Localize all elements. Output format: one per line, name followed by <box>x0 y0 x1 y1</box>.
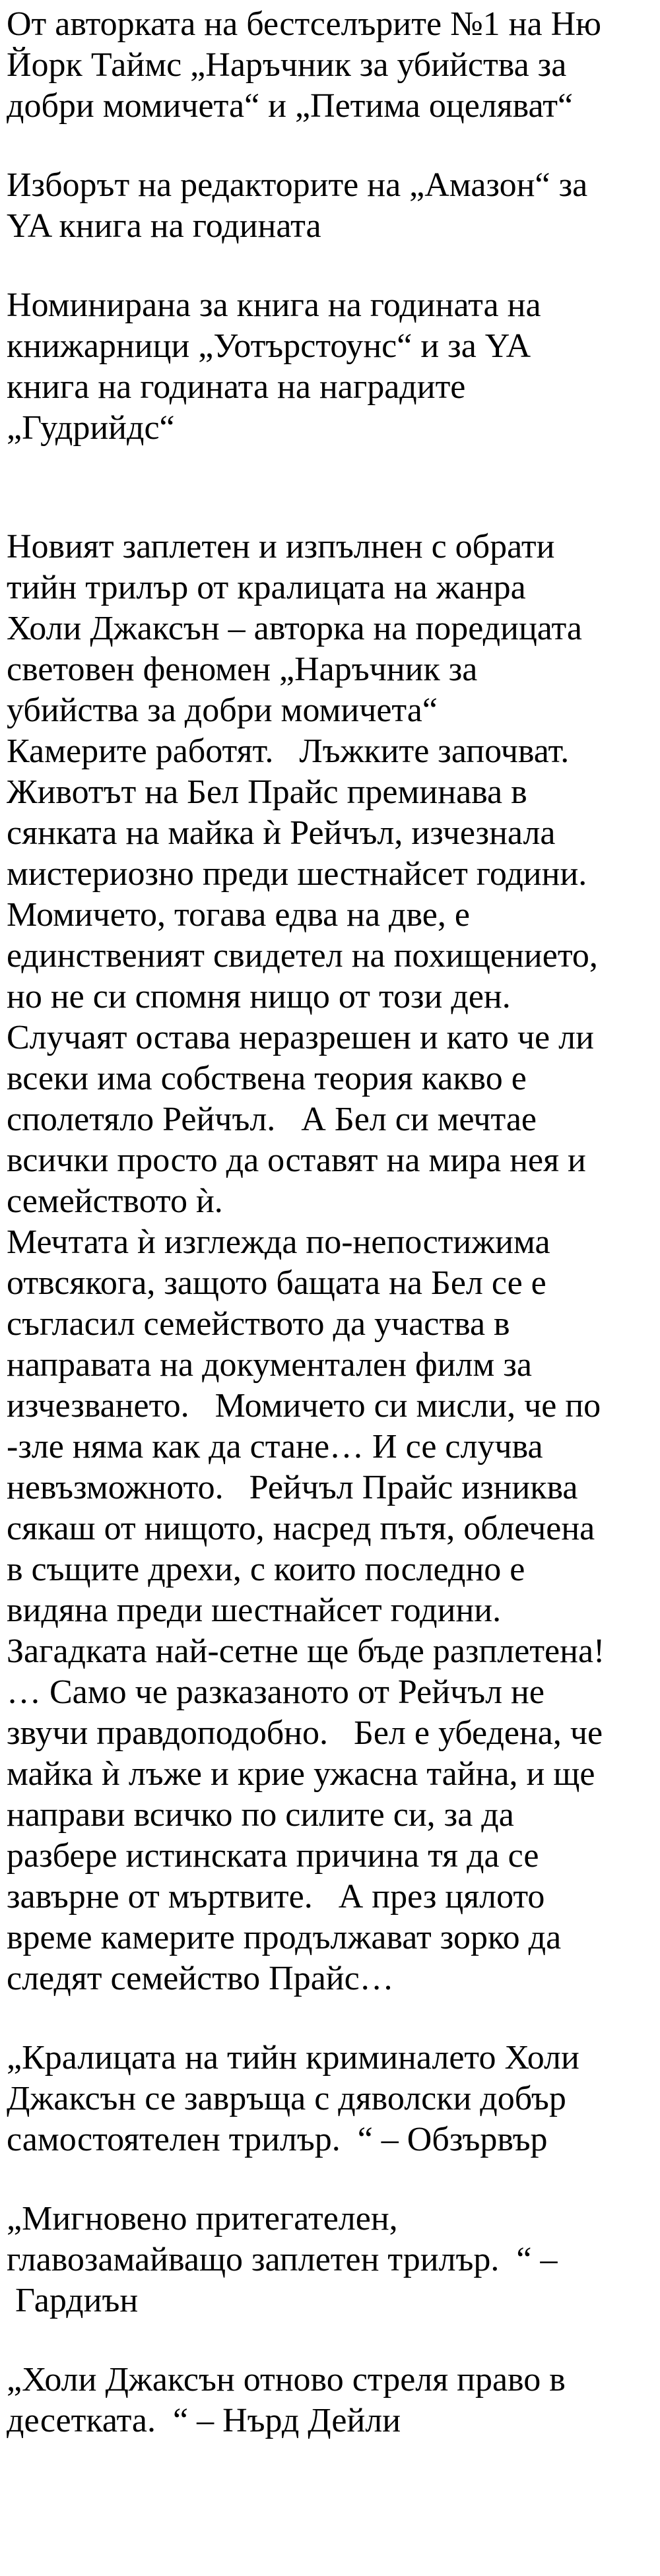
text-line: единственият свидетел на похищението, <box>7 937 598 975</box>
quote-line: „Кралицата на тийн криминалето Холи <box>7 2039 579 2077</box>
text-line: Момичето, тогава едва на две, е <box>7 896 470 934</box>
text-line: видяна преди шестнайсет години. <box>7 1592 502 1629</box>
text-line: завърне от мъртвите. А през цялото <box>7 1878 545 1916</box>
text-line: невъзможното. Рейчъл Прайс изниква <box>7 1469 578 1506</box>
text-line: в същите дрехи, с които последно е <box>7 1551 525 1588</box>
text-line: книжарници „Уотърстоунс“ и за YA <box>7 327 531 365</box>
quote-line: Джаксън се завръща с дяволски добър <box>7 2080 566 2117</box>
text-line: убийства за добри момичета“ <box>7 692 438 729</box>
text-line: майка ѝ лъже и крие ужасна тайна, и ще <box>7 1755 595 1793</box>
text-line: -зле няма как да стане… И се случва <box>7 1428 543 1465</box>
text-line: отвсякога, защото бащата на Бел се е <box>7 1264 546 1302</box>
text-line: семейството ѝ. <box>7 1182 223 1220</box>
text-line: Йорк Таймс „Наръчник за убийства за <box>7 46 567 84</box>
text-line: Камерите работят. Лъжките започват. <box>7 732 570 770</box>
text-line: тийн трилър от кралицата на жанра <box>7 569 526 606</box>
text-line: Изборът на редакторите на „Амазон“ за <box>7 166 588 204</box>
quote-line: самостоятелен трилър. “ – Обзървър <box>7 2121 548 2158</box>
text-line: разбере истинската причина тя да се <box>7 1837 539 1875</box>
text-line: Холи Джаксън – авторка на поредицата <box>7 610 582 647</box>
text-line: следят семейство Прайс… <box>7 1960 394 1997</box>
text-line: книга на годината на наградите <box>7 368 466 406</box>
text-line: всеки има собствена теория какво е <box>7 1060 527 1097</box>
quote-line: десетката. “ – Нърд Дейли <box>7 2402 401 2439</box>
quote-line: главозамайващо заплетен трилър. “ – <box>7 2241 558 2278</box>
quote-line: Гардиън <box>7 2282 139 2319</box>
text-line: време камерите продължават зорко да <box>7 1919 562 1956</box>
text-line: От авторката на бестселърите №1 на Ню <box>7 5 601 43</box>
quote-line: „Холи Джаксън отново стреля право в <box>7 2361 566 2399</box>
text-line: … Само че разказаното от Рейчъл не <box>7 1673 544 1711</box>
text-line: сянката на майка ѝ Рейчъл, изчезнала <box>7 814 556 852</box>
text-line: звучи правдоподобно. Бел е убедена, че <box>7 1714 603 1752</box>
text-line: сполетяло Рейчъл. А Бел си мечтае <box>7 1101 537 1138</box>
text-line: Случаят остава неразрешен и като че ли <box>7 1019 594 1056</box>
quote-line: „Мигновено притегателен, <box>7 2200 398 2238</box>
text-line: „Гудрийдс“ <box>7 409 175 447</box>
text-line: мистериозно преди шестнайсет години. <box>7 855 587 893</box>
text-line: Новият заплетен и изпълнен с обрати <box>7 528 555 565</box>
text-line: Животът на Бел Прайс преминава в <box>7 773 527 811</box>
text-line: Номинирана за книга на годината на <box>7 286 541 324</box>
text-line: направи всичко по силите си, за да <box>7 1796 514 1834</box>
text-line: световен феномен „Наръчник за <box>7 651 478 688</box>
text-line: добри момичета“ и „Петима оцеляват“ <box>7 87 574 125</box>
text-line: сякаш от нищото, насред пътя, облечена <box>7 1510 595 1547</box>
text-line: Мечтата ѝ изглежда по-непостижима <box>7 1223 550 1261</box>
text-line: Загадката най-сетне ще бъде разплетена! <box>7 1632 605 1670</box>
text-line: изчезването. Момичето си мисли, че по <box>7 1387 601 1425</box>
text-line: направата на документален филм за <box>7 1346 532 1384</box>
text-line: всички просто да оставят на мира нея и <box>7 1142 586 1179</box>
text-line: съгласил семейството да участва в <box>7 1305 510 1343</box>
text-line: YA книга на годината <box>7 207 321 245</box>
text-line: но не си спомня нищо от този ден. <box>7 978 511 1015</box>
